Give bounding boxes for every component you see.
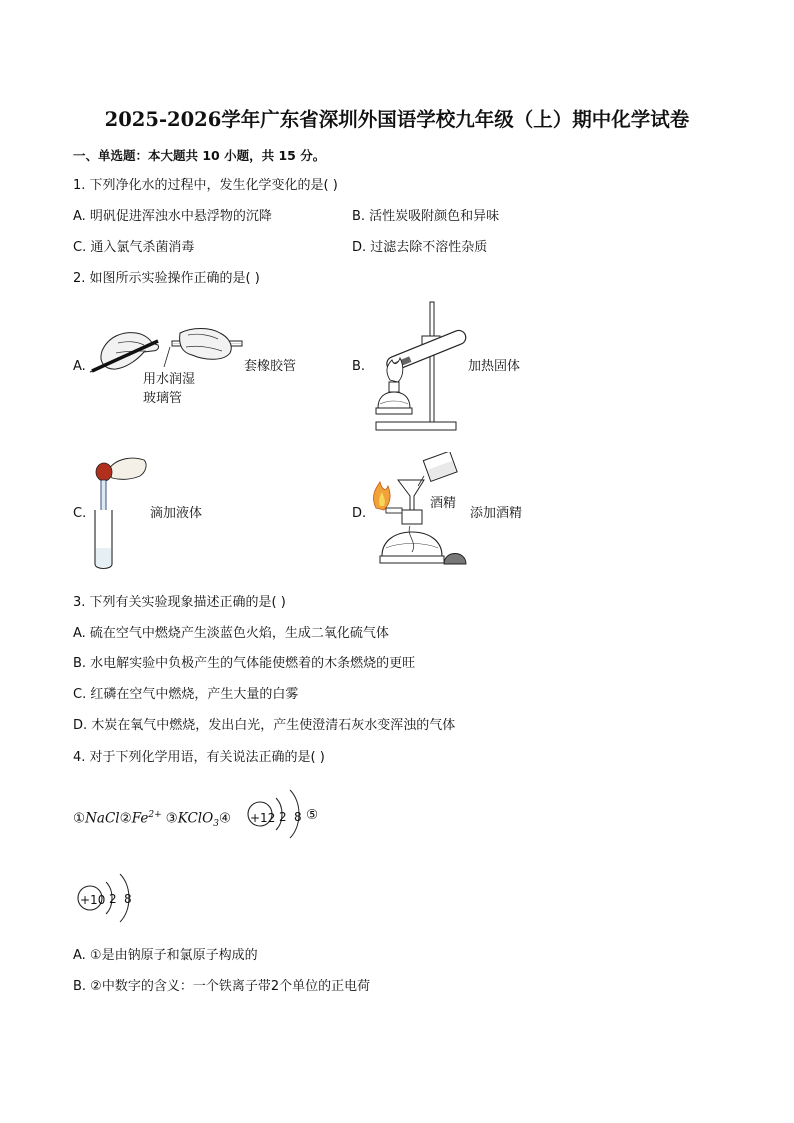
q2-a-letter: A.: [73, 359, 86, 374]
heating-solid-figure: [370, 300, 474, 434]
q1-option-a: A. 明矾促进浑浊水中悬浮物的沉降: [73, 209, 272, 224]
q2-b-letter: B.: [352, 359, 366, 374]
atom5-shell-2: 8: [124, 892, 132, 906]
marker-2: ②: [119, 810, 132, 827]
q2-b-caption: 加热固体: [468, 359, 521, 374]
q4-option-b: B. ②中数字的含义：一个铁离子带2个单位的正电荷: [73, 979, 371, 994]
kclo3-subscript: 3: [213, 819, 219, 830]
q1-option-c: C. 通入氯气杀菌消毒: [73, 240, 195, 255]
fe-charge: 2+: [148, 810, 162, 820]
atom4-shell-2: 8: [294, 810, 302, 824]
q2-d-letter: D.: [352, 506, 367, 521]
q4-stem: 4. 对于下列化学用语，有关说法正确的是( ): [73, 750, 325, 765]
formula-fe: Fe: [131, 810, 149, 827]
marker-1: ①: [73, 810, 86, 827]
q3-option-a: A. 硫在空气中燃烧产生淡蓝色火焰，生成二氧化硫气体: [73, 626, 389, 641]
q4-option-a: A. ①是由钠原子和氯原子构成的: [73, 948, 258, 963]
q2-d-caption: 添加酒精: [470, 506, 523, 521]
marker-3: ③: [165, 810, 178, 827]
q4-formula-line: [73, 807, 231, 832]
q1-option-b: B. 活性炭吸附颜色和异味: [352, 209, 500, 224]
q2-a-label-1: 用水润湿: [143, 372, 196, 387]
q2-d-alcohol-label: 酒精: [430, 496, 457, 511]
marker-5: ⑤: [306, 807, 319, 823]
q3-option-d: D. 木炭在氧气中燃烧，发出白光，产生使澄清石灰水变浑浊的气体: [73, 718, 456, 733]
formula-kclo3: KClO: [177, 810, 214, 827]
marker-4: ④: [218, 810, 232, 827]
dropping-liquid-figure: [86, 452, 150, 574]
q2-c-letter: C.: [73, 506, 87, 521]
atom5-nucleus: +10: [80, 893, 106, 907]
q2-stem: 2. 如图所示实验操作正确的是( ): [73, 271, 260, 286]
q3-option-b: B. 水电解实验中负极产生的气体能使燃着的木条燃烧的更旺: [73, 656, 416, 671]
q2-a-caption: 套橡胶管: [244, 359, 297, 374]
formula-nacl: NaCl: [85, 810, 120, 827]
q1-option-d: D. 过滤去除不溶性杂质: [352, 240, 488, 255]
section-heading: 一、单选题：本大题共 10 小题，共 15 分。: [73, 148, 326, 163]
page-title: 2025-2026学年广东省深圳外国语学校九年级（上）期中化学试卷: [104, 108, 690, 131]
q1-stem: 1. 下列净化水的过程中，发生化学变化的是( ): [73, 178, 338, 193]
atom5-shell-1: 2: [109, 892, 117, 906]
q3-option-c: C. 红磷在空气中燃烧，产生大量的白雾: [73, 687, 299, 702]
adding-alcohol-figure: [366, 452, 472, 576]
q2-a-label-2: 玻璃管: [143, 391, 183, 406]
atom4-shell-1: 2: [279, 810, 287, 824]
q2-c-caption: 滴加液体: [150, 506, 203, 521]
atom4-nucleus: +12: [250, 811, 276, 825]
q3-stem: 3. 下列有关实验现象描述正确的是( ): [73, 595, 286, 610]
